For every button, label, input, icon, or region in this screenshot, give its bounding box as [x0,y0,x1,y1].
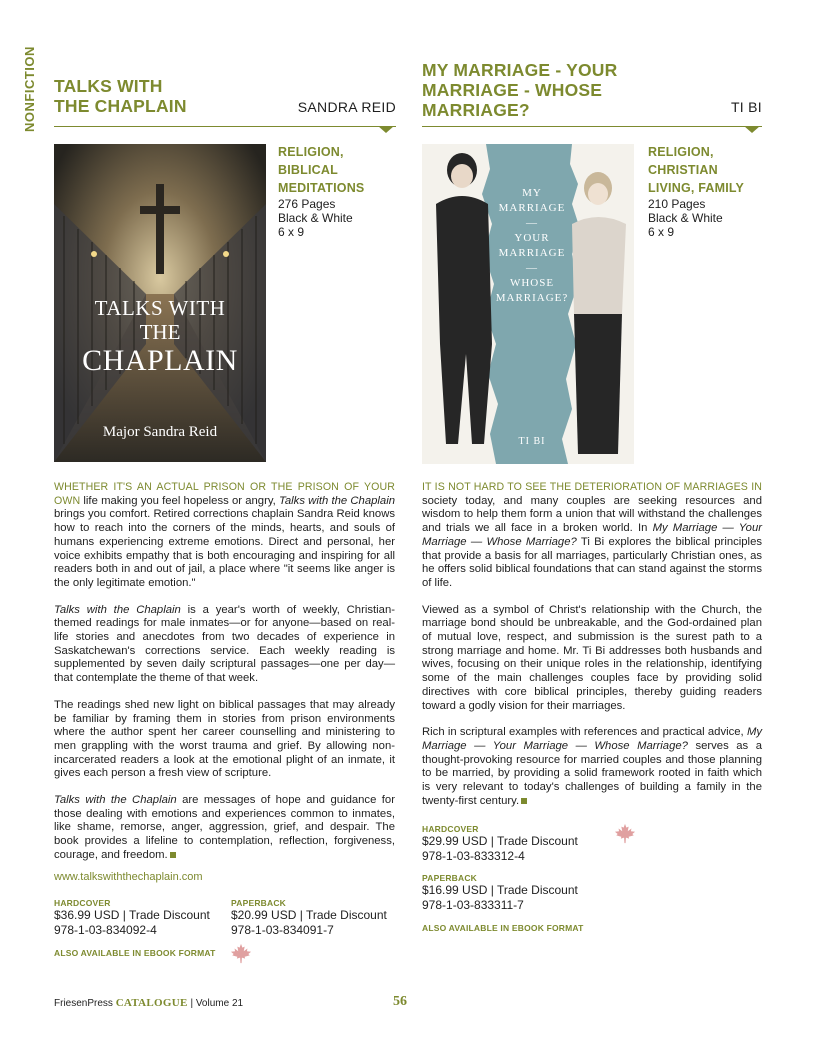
book-author: SANDRA REID [297,99,396,115]
cover-title-line: TALKS WITH [94,296,226,320]
title-divider [54,126,396,127]
cover-author: TI BI [518,436,546,447]
book-category: MEDITATIONS [278,181,365,195]
book-author: TI BI [730,99,762,115]
description-paragraph [422,481,762,591]
page-footer [54,997,243,1009]
description-paragraph [54,794,395,863]
cover-title-line: YOUR [514,232,550,244]
maple-leaf-icon [614,823,636,845]
text-run: brings you comfort. Retired corrections chaplain Sandra Reid knows how to reach into the corners of the minds, hearts, and souls of humans experiencing extreme emotions. Direct and personal, her voice exhibits empathy that is both encouraging and inspiring for all readers both in and out of jail, a place where "it seems like anger is the only legitimate emotion." [54,508,395,589]
text-run: Ti Bi explores the biblical principles that provide a basis for all marriages, particularly Christian ones, as he offers solid biblical foundations that can stand against the storms of life. [422,535,762,589]
format-isbn: 978-1-03-833312-4 [422,849,525,863]
book-description [422,481,762,821]
ebook-availability: ALSO AVAILABLE IN EBOOK FORMAT [54,948,216,958]
cover-title-line: MARRIAGE? [495,292,569,304]
print-color: Black & White [278,211,353,225]
paperback-format [231,898,387,938]
format-isbn: 978-1-03-834092-4 [54,923,157,937]
book-title-ref: Talks with the Chaplain [54,603,181,616]
book-title-ref: My Marriage — Your Marriage — Whose Marriage? [422,726,762,752]
description-paragraph: The readings shed new light on biblical passages that may already be familiar by framing them in stories from prison environments where the author spent her career counselling and ministering to men grappling with the worst trauma and grief. By allowing non-incarcerated readers a look at the emotional plight of an inmate, it gives each person a fresh view of scripture. [54,698,395,780]
divider-arrow-icon [378,126,394,133]
end-mark-icon [521,798,527,804]
description-paragraph: Viewed as a symbol of Christ's relationship with the Church, the marriage bond should be unbreakable, and the God-ordained plan of mutual love, respect, and submission is the surest path to a strong marriage and home. Mr. Ti Bi addresses both husbands and wives, focusing on their unique roles in the relationship, identifying some of the main challenges couples face by providing solid directives with core biblical principles, thereby guiding readers toward a godly vision for their marriages. [422,603,762,712]
format-price: $36.99 USD | Trade Discount [54,908,210,922]
cover-title [484,186,580,306]
description-paragraph [54,481,395,591]
footer-catalogue: CATALOGUE [115,997,188,1009]
book-title [54,76,187,116]
text-run: Rich in scriptural examples with references and practical advice, [422,726,747,739]
cover-title-line: MY [522,187,542,199]
book-title-ref: Talks with the Chaplain [279,494,395,507]
format-isbn: 978-1-03-834091-7 [231,923,334,937]
book-description [54,481,395,876]
book-specs [648,143,762,239]
cover-title [54,296,266,378]
book-category: RELIGION, CHRISTIAN [648,145,718,177]
cover-title-line: MARRIAGE [498,247,566,259]
text-run: society today, and many couples are seeking resources and wisdom to help them form a union that will withstand the challenges and trials we all face in a broken world. In [422,494,762,535]
book-title-ref: Talks with the Chaplain [54,794,177,807]
page-count: 210 Pages [648,197,706,211]
format-price: $29.99 USD | Trade Discount [422,834,578,848]
hardcover-format [422,824,578,864]
divider-arrow-icon [744,126,760,133]
paperback-format [422,873,578,913]
book-listing-talks-with-the-chaplain [54,0,396,1000]
footer-brand: FriesenPress [54,998,113,1009]
format-label: PAPERBACK [231,898,287,908]
title-divider [422,126,762,127]
book-title-line: MY MARRIAGE - YOUR [422,60,618,80]
book-title-ref: My Marriage — Your Marriage — Whose Marriage? [422,522,763,548]
text-run: serves as a thought-provoking resource for married couples and those planning to be married, by providing a solid framework rooted in faith which is very relevant to today's challenges of building a family in the twenty-first century. [422,739,762,807]
ebook-availability: ALSO AVAILABLE IN EBOOK FORMAT [422,923,584,933]
book-title-line: MARRIAGE? [422,100,530,120]
format-isbn: 978-1-03-833311-7 [422,898,524,912]
print-color: Black & White [648,211,723,225]
cover-title-line: MARRIAGE [498,202,566,214]
book-website-link[interactable]: www.talkswiththechaplain.com [54,871,203,883]
format-price: $16.99 USD | Trade Discount [422,883,578,897]
format-label: PAPERBACK [422,873,478,883]
hardcover-format [54,898,210,938]
format-label: HARDCOVER [54,898,111,908]
cover-title-line: WHOSE [509,277,555,289]
cover-title-line: — [526,262,538,274]
page-count: 276 Pages [278,197,336,211]
book-cover [422,144,634,464]
text-run: is a year's worth of weekly, Christian-themed readings for male inmates—or for anyone—based on real-life stories and anecdotes from two decades of experience in Saskatchewan's corrections service. Each weekly reading is supplemented by seven daily scriptural passages—one per day—that contemplate the theme of that week. [54,603,395,685]
end-mark-icon [170,852,176,858]
book-title-line: THE CHAPLAIN [54,96,187,116]
footer-volume: | Volume 21 [190,998,244,1009]
book-specs [278,143,396,239]
lead-in-text: IT IS NOT HARD TO SEE THE DETERIORATION OF MARRIAGES IN [422,481,762,493]
book-title [422,60,617,120]
book-listing-my-marriage [422,0,762,1000]
book-title-line: MARRIAGE - WHOSE [422,80,603,100]
book-category: LIVING, FAMILY [648,181,745,195]
cover-author: Major Sandra Reid [102,424,218,440]
description-paragraph [422,726,762,808]
trim-size: 6 x 9 [278,225,305,239]
section-tab [22,46,37,132]
maple-leaf-icon [230,943,252,965]
description-paragraph [54,604,395,686]
lead-in-text: WHETHER IT'S AN ACTUAL PRISON OR THE PRISON OF YOUR OWN [54,481,395,507]
book-category: RELIGION, BIBLICAL [278,145,344,177]
format-price: $20.99 USD | Trade Discount [231,908,387,922]
section-tab-label: NONFICTION [22,46,37,132]
cover-title-line: — [526,217,538,229]
book-cover [54,144,266,462]
cover-title-line: CHAPLAIN [82,344,238,377]
text-run: are messages of hope and guidance for those dealing with emotions and experiences common to inmates, like shame, remorse, anger, aggression, grief, and despair. The book provides a lifeline to contemplation, reflection, forgiveness, courage, and freedom. [54,794,395,861]
text-run: life making you feel hopeless or angry, [80,494,280,507]
trim-size: 6 x 9 [648,225,675,239]
book-title-line: TALKS WITH [54,76,163,96]
format-label: HARDCOVER [422,824,479,834]
cover-title-line: THE [139,320,181,344]
page-number: 56 [393,994,407,1009]
